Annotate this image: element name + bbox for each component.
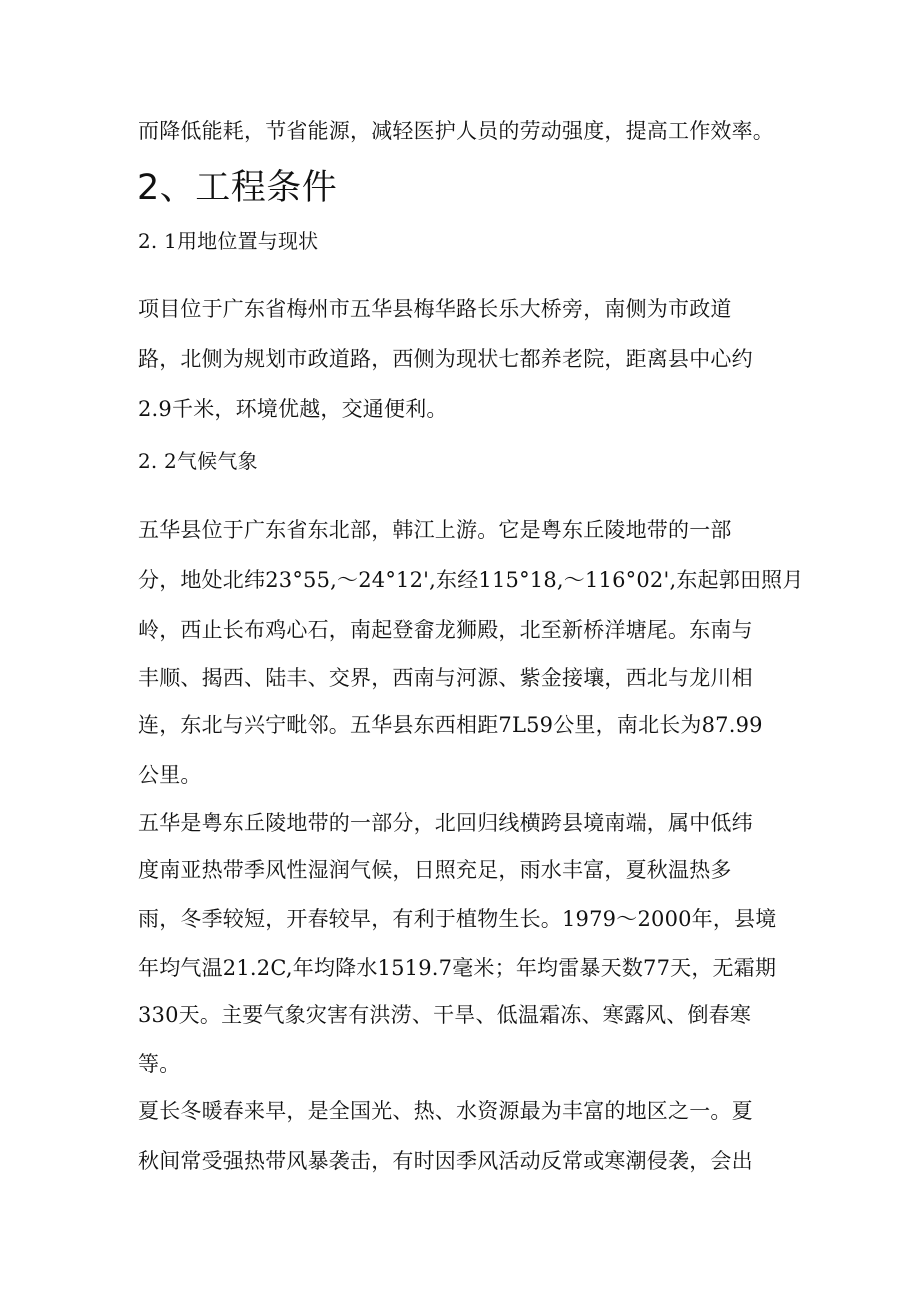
- paragraph-line: 公里。: [138, 763, 202, 787]
- paragraph-line: 五华是粤东丘陵地带的一部分，北回归线横跨县境南端，属中低纬: [138, 811, 753, 835]
- paragraph-line: 330天。主要气象灾害有洪涝、干旱、低温霜冻、寒露风、倒春寒: [138, 1003, 752, 1027]
- paragraph-line: 五华县位于广东省东北部，韩江上游。它是粤东丘陵地带的一部: [138, 518, 732, 542]
- paragraph-line: 路，北侧为规划市政道路，西侧为现状七都养老院，距离县中心约: [138, 347, 753, 371]
- paragraph-line: 丰顺、揭西、陆丰、交界，西南与河源、紫金接壤，西北与龙川相: [138, 666, 753, 690]
- paragraph-line: 秋间常受强热带风暴袭击，有时因季风活动反常或寒潮侵袭，会出: [138, 1149, 753, 1173]
- subsection-heading: 2. 2气候气象: [138, 449, 258, 473]
- paragraph-line: 2.9千米，环境优越，交通便利。: [138, 397, 448, 421]
- paragraph-line: 而降低能耗，节省能源，减轻医护人员的劳动强度，提高工作效率。: [138, 119, 774, 143]
- paragraph-line: 夏长冬暖春来早，是全国光、热、水资源最为丰富的地区之一。夏: [138, 1099, 753, 1123]
- paragraph-line: 度南亚热带季风性湿润气候，日照充足，雨水丰富，夏秋温热多: [138, 858, 732, 882]
- subsection-heading: 2. 1用地位置与现状: [138, 229, 319, 253]
- paragraph-line: 连，东北与兴宁毗邻。五华县东西相距7L59公里，南北长为87.99: [138, 713, 763, 737]
- paragraph-line: 项目位于广东省梅州市五华县梅华路长乐大桥旁，南侧为市政道: [138, 297, 732, 321]
- paragraph-line: 岭，西止长布鸡心石，南起登畲龙狮殿，北至新桥洋塘尾。东南与: [138, 618, 753, 642]
- paragraph-line: 等。: [138, 1052, 181, 1076]
- paragraph-line: 年均气温21.2C,年均降水1519.7毫米；年均雷暴天数77天，无霜期: [138, 956, 777, 980]
- paragraph-line: 分，地处北纬23°55,～24°12',东经115°18,～116°02',东起郭田照月: [138, 568, 804, 592]
- section-heading: 2、工程条件: [137, 168, 338, 208]
- paragraph-line: 雨，冬季较短，开春较早，有利于植物生长。1979～2000年，县境: [138, 907, 777, 931]
